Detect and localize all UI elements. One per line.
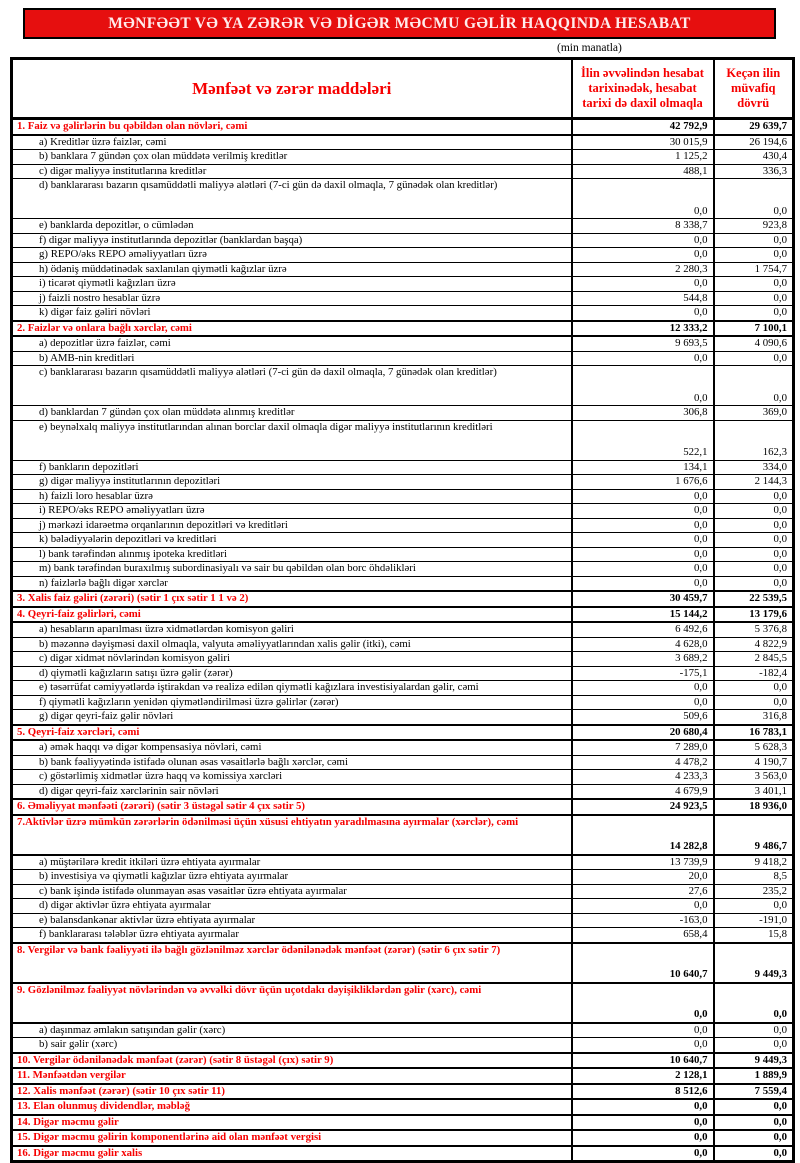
row-value-previous-period: 0,0 (714, 1023, 794, 1038)
table-row (12, 562, 794, 577)
table-row (12, 622, 794, 637)
row-label: j) faizli nostro hesablar üzrə (12, 291, 572, 306)
row-value-previous-period: 4 190,7 (714, 755, 794, 770)
table-row (12, 420, 794, 460)
row-value-previous-period: 430,4 (714, 150, 794, 165)
row-value-previous-period: 7 559,4 (714, 1084, 794, 1100)
table-row (12, 518, 794, 533)
row-label: g) digər maliyyə institutlarının depozitləri (12, 475, 572, 490)
row-label: 5. Qeyri-faiz xərcləri, cəmi (12, 725, 572, 741)
row-value-previous-period: 26 194,6 (714, 135, 794, 150)
row-value-previous-period: 9 486,7 (714, 815, 794, 855)
row-label: h) faizli loro hesablar üzrə (12, 489, 572, 504)
table-row (12, 1130, 794, 1146)
row-label: d) digər qeyri-faiz xərclərinin sair növləri (12, 784, 572, 799)
row-label: b) sair gəlir (xərc) (12, 1038, 572, 1053)
row-label: h) ödəniş müddətinədək saxlanılan qiymətli kağızlar üzrə (12, 262, 572, 277)
row-value-previous-period: 0,0 (714, 179, 794, 219)
row-label: a) Kreditlər üzrə faizlər, cəmi (12, 135, 572, 150)
row-label: c) digər maliyyə institutlarına kreditlər (12, 164, 572, 179)
row-value-current-period: 0,0 (572, 533, 714, 548)
row-value-previous-period: 1 754,7 (714, 262, 794, 277)
row-value-current-period: 522,1 (572, 420, 714, 460)
row-value-previous-period: 0,0 (714, 489, 794, 504)
row-value-previous-period: 5 376,8 (714, 622, 794, 637)
table-row (12, 1084, 794, 1100)
row-label: 10. Vergilər ödənilənədək mənfəət (zərər) (sətir 8 üstəgəl (çıx) sətir 9) (12, 1053, 572, 1069)
row-value-current-period: 0,0 (572, 248, 714, 263)
row-value-current-period: 0,0 (572, 547, 714, 562)
row-label: g) REPO/əks REPO əməliyyatları üzrə (12, 248, 572, 263)
table-row (12, 351, 794, 366)
row-label: c) göstərlimiş xidmətlər üzrə haqq və komissiya xərcləri (12, 770, 572, 785)
row-value-current-period: 0,0 (572, 179, 714, 219)
table-row (12, 725, 794, 741)
report-title-band (23, 8, 776, 39)
row-value-current-period: 0,0 (572, 681, 714, 696)
row-value-current-period: 12 333,2 (572, 321, 714, 337)
row-value-previous-period: 0,0 (714, 291, 794, 306)
table-row (12, 681, 794, 696)
row-value-previous-period: 0,0 (714, 1099, 794, 1115)
row-label: d) banklardan 7 gündən çox olan müddətə alınmış kreditlər (12, 406, 572, 421)
row-value-previous-period: 22 539,5 (714, 591, 794, 607)
row-value-current-period: 1 125,2 (572, 150, 714, 165)
row-value-previous-period: -191,0 (714, 913, 794, 928)
table-row (12, 928, 794, 943)
row-value-current-period: 7 289,0 (572, 740, 714, 755)
table-row (12, 336, 794, 351)
row-value-current-period: 20,0 (572, 870, 714, 885)
row-value-current-period: -163,0 (572, 913, 714, 928)
row-label: g) digər qeyri-faiz gəlir növləri (12, 710, 572, 725)
row-label: n) faizlərlə bağlı digər xərclər (12, 576, 572, 591)
row-value-current-period: 4 679,9 (572, 784, 714, 799)
row-value-previous-period: 316,8 (714, 710, 794, 725)
table-row (12, 1115, 794, 1131)
row-value-current-period: 0,0 (572, 351, 714, 366)
row-value-current-period: 42 792,9 (572, 119, 714, 135)
row-label: 15. Digər məcmu gəlirin komponentlərinə aid olan mənfəət vergisi (12, 1130, 572, 1146)
row-value-previous-period: 0,0 (714, 277, 794, 292)
row-value-current-period: 2 128,1 (572, 1068, 714, 1084)
row-label: a) müştərilərə kredit itkiləri üzrə ehtiyata ayırmalar (12, 855, 572, 870)
row-value-previous-period: 13 179,6 (714, 607, 794, 623)
row-label: a) hesabların aparılması üzrə xidmətlərdən komisyon gəliri (12, 622, 572, 637)
row-value-current-period: 0,0 (572, 233, 714, 248)
table-row (12, 695, 794, 710)
table-row (12, 1068, 794, 1084)
row-value-previous-period: 0,0 (714, 504, 794, 519)
row-value-current-period: 0,0 (572, 1146, 714, 1162)
table-row (12, 533, 794, 548)
row-label: 6. Əməliyyat mənfəəti (zərəri) (sətir 3 üstəgəl sətir 4 çıx sətir 5) (12, 799, 572, 815)
row-value-current-period: 30 459,7 (572, 591, 714, 607)
row-label: c) banklararası bazarın qısamüddətli maliyyə alətləri (7-ci gün də daxil olmaqla, 7 günədək olan kreditlər) (12, 366, 572, 406)
report-table-body (12, 119, 794, 1162)
col-previous-period-header: Keçən ilin müvafiq dövrü (714, 59, 794, 119)
row-value-previous-period: 923,8 (714, 219, 794, 234)
row-label: e) balansdankənar aktivlər üzrə ehtiyata ayırmalar (12, 913, 572, 928)
table-row (12, 460, 794, 475)
row-value-current-period: 2 280,3 (572, 262, 714, 277)
row-label: d) banklararası bazarın qısamüddətli maliyyə alətləri (7-ci gün də daxil olmaqla, 7 günədək olan kreditlər) (12, 179, 572, 219)
row-label: a) əmək haqqı və digər kompensasiya növləri, cəmi (12, 740, 572, 755)
row-value-current-period: 6 492,6 (572, 622, 714, 637)
row-value-previous-period: 336,3 (714, 164, 794, 179)
row-label: e) beynəlxalq maliyyə institutlarından alınan borclar daxil olmaqla digər maliyyə institutlarının kreditləri (12, 420, 572, 460)
row-label: b) AMB-nin kreditləri (12, 351, 572, 366)
row-value-current-period: 10 640,7 (572, 943, 714, 983)
row-value-previous-period: 4 090,6 (714, 336, 794, 351)
table-row (12, 1146, 794, 1162)
table-row (12, 164, 794, 179)
table-row (12, 1099, 794, 1115)
row-label: 13. Elan olunmuş dividendlər, məbləğ (12, 1099, 572, 1115)
row-value-previous-period: 18 936,0 (714, 799, 794, 815)
row-value-current-period: 3 689,2 (572, 652, 714, 667)
report-table (10, 57, 795, 1163)
row-label: f) digər maliyyə institutlarında depozitlər (banklardan başqa) (12, 233, 572, 248)
table-row (12, 913, 794, 928)
table-row (12, 576, 794, 591)
row-label: 7.Aktivlər üzrə mümkün zərərlərin ödənilməsi üçün xüsusi ehtiyatın yaradılmasına ayırmalar (xərclər), cəmi (12, 815, 572, 855)
row-value-current-period: 10 640,7 (572, 1053, 714, 1069)
table-row (12, 784, 794, 799)
row-value-current-period: -175,1 (572, 666, 714, 681)
row-label: b) banklara 7 gündən çox olan müddətə verilmiş kreditlər (12, 150, 572, 165)
row-value-previous-period: 29 639,7 (714, 119, 794, 135)
table-row (12, 306, 794, 321)
row-value-previous-period: 2 845,5 (714, 652, 794, 667)
row-label: 4. Qeyri-faiz gəlirləri, cəmi (12, 607, 572, 623)
row-label: i) ticarət qiymətli kağızları üzrə (12, 277, 572, 292)
row-label: a) daşınmaz əmlakın satışından gəlir (xərc) (12, 1023, 572, 1038)
row-label: e) banklarda depozitlər, o cümlədən (12, 219, 572, 234)
table-row (12, 740, 794, 755)
table-row (12, 637, 794, 652)
row-label: a) depozitlər üzrə faizlər, cəmi (12, 336, 572, 351)
row-label: b) məzənnə dəyişməsi daxil olmaqla, valyuta əməliyyatlarından xalis gəlir (itki), cəmi (12, 637, 572, 652)
table-row (12, 899, 794, 914)
table-row (12, 855, 794, 870)
row-value-current-period: 14 282,8 (572, 815, 714, 855)
row-value-current-period: 0,0 (572, 306, 714, 321)
row-value-previous-period: 0,0 (714, 983, 794, 1023)
row-value-previous-period: 334,0 (714, 460, 794, 475)
row-value-current-period: 4 478,2 (572, 755, 714, 770)
table-row (12, 219, 794, 234)
row-value-previous-period: 0,0 (714, 1115, 794, 1131)
row-label: 9. Gözlənilməz fəaliyyət növlərindən və əvvəlki dövr üçün uçotdakı dəyişikliklərdən gəlir (xərc), cəmi (12, 983, 572, 1023)
row-value-previous-period: 235,2 (714, 884, 794, 899)
row-label: f) banklararası tələblər üzrə ehtiyata ayırmalar (12, 928, 572, 943)
row-label: k) bələdiyyələrin depozitləri və kreditləri (12, 533, 572, 548)
row-value-previous-period: 9 449,3 (714, 1053, 794, 1069)
row-value-current-period: 24 923,5 (572, 799, 714, 815)
row-value-current-period: 0,0 (572, 1099, 714, 1115)
row-value-current-period: 27,6 (572, 884, 714, 899)
row-label: d) qiymətli kağızların satışı üzrə gəlir (zərər) (12, 666, 572, 681)
row-label: 12. Xalis mənfəət (zərər) (sətir 10 çıx sətir 11) (12, 1084, 572, 1100)
row-label: 11. Mənfəətdən vergilər (12, 1068, 572, 1084)
row-value-current-period: 20 680,4 (572, 725, 714, 741)
row-value-current-period: 30 015,9 (572, 135, 714, 150)
row-value-previous-period: 0,0 (714, 695, 794, 710)
row-value-current-period: 0,0 (572, 366, 714, 406)
row-value-current-period: 13 739,9 (572, 855, 714, 870)
row-value-previous-period: 0,0 (714, 576, 794, 591)
table-row (12, 1038, 794, 1053)
row-value-previous-period: 369,0 (714, 406, 794, 421)
row-value-current-period: 544,8 (572, 291, 714, 306)
row-label: m) bank tərəfindən buraxılmış subordinasiyalı və sair bu qəbildən olan borc öhdəlikləri (12, 562, 572, 577)
table-row (12, 489, 794, 504)
row-value-current-period: 0,0 (572, 277, 714, 292)
table-row (12, 179, 794, 219)
row-label: 2. Faizlər və onlara bağlı xərclər, cəmi (12, 321, 572, 337)
row-label: 8. Vergilər və bank fəaliyyəti ilə bağlı gözlənilməz xərclər ödənilənədək mənfəət (zərər) (sətir 6 çıx sətir 7) (12, 943, 572, 983)
row-value-previous-period: 0,0 (714, 366, 794, 406)
row-value-current-period: 0,0 (572, 1130, 714, 1146)
row-value-previous-period: 16 783,1 (714, 725, 794, 741)
row-value-previous-period: 3 401,1 (714, 784, 794, 799)
table-row (12, 755, 794, 770)
row-value-previous-period: -182,4 (714, 666, 794, 681)
table-row (12, 607, 794, 623)
table-row (12, 233, 794, 248)
row-value-current-period: 134,1 (572, 460, 714, 475)
table-row (12, 262, 794, 277)
table-row (12, 547, 794, 562)
row-label: b) bank fəaliyyətində istifadə olunan əsas vəsaitlərlə bağlı xərclər, cəmi (12, 755, 572, 770)
row-value-previous-period: 3 563,0 (714, 770, 794, 785)
table-row (12, 1023, 794, 1038)
row-value-previous-period: 0,0 (714, 1146, 794, 1162)
table-row (12, 870, 794, 885)
row-value-current-period: 306,8 (572, 406, 714, 421)
row-value-previous-period: 0,0 (714, 306, 794, 321)
row-value-current-period: 658,4 (572, 928, 714, 943)
row-value-previous-period: 0,0 (714, 899, 794, 914)
row-label: 1. Faiz və gəlirlərin bu qəbildən olan növləri, cəmi (12, 119, 572, 135)
table-row (12, 150, 794, 165)
row-label: 3. Xalis faiz gəliri (zərəri) (sətir 1 çıx sətir 1 1 və 2) (12, 591, 572, 607)
table-row (12, 366, 794, 406)
row-value-previous-period: 15,8 (714, 928, 794, 943)
row-value-previous-period: 0,0 (714, 1130, 794, 1146)
row-value-previous-period: 0,0 (714, 547, 794, 562)
table-row (12, 321, 794, 337)
row-value-previous-period: 0,0 (714, 233, 794, 248)
row-value-current-period: 0,0 (572, 1023, 714, 1038)
table-row (12, 770, 794, 785)
table-row (12, 277, 794, 292)
row-label: i) REPO/əks REPO əməliyyatları üzrə (12, 504, 572, 519)
row-value-previous-period: 1 889,9 (714, 1068, 794, 1084)
row-value-current-period: 9 693,5 (572, 336, 714, 351)
row-label: j) mərkəzi idarəetmə orqanlarının depozitləri və kreditləri (12, 518, 572, 533)
table-row (12, 406, 794, 421)
row-value-current-period: 8 512,6 (572, 1084, 714, 1100)
row-label: 14. Digər məcmu gəlir (12, 1115, 572, 1131)
row-value-previous-period: 0,0 (714, 248, 794, 263)
row-value-previous-period: 0,0 (714, 1038, 794, 1053)
table-row (12, 248, 794, 263)
table-row (12, 884, 794, 899)
row-value-current-period: 15 144,2 (572, 607, 714, 623)
row-label: f) bankların depozitləri (12, 460, 572, 475)
col-current-period-header: İlin əvvəlindən hesabat tarixinədək, hesabat tarixi də daxil olmaqla (572, 59, 714, 119)
row-value-previous-period: 0,0 (714, 533, 794, 548)
table-row (12, 119, 794, 135)
row-value-previous-period: 0,0 (714, 562, 794, 577)
row-value-previous-period: 9 449,3 (714, 943, 794, 983)
row-label: c) bank işində istifadə olunmayan əsas vəsaitlər üzrə ehtiyata ayırmalar (12, 884, 572, 899)
row-value-previous-period: 7 100,1 (714, 321, 794, 337)
row-label: d) digər aktivlər üzrə ehtiyata ayırmalar (12, 899, 572, 914)
row-value-current-period: 4 233,3 (572, 770, 714, 785)
table-row (12, 652, 794, 667)
table-row (12, 1053, 794, 1069)
row-label: e) təsərrüfat cəmiyyətlərdə iştirakdan və realizə edilən qiymətli kağızlara investisiyalardan gəlir, cəmi (12, 681, 572, 696)
unit-note: (min manatla) (557, 42, 622, 54)
report-title: MƏNFƏƏT VƏ YA ZƏRƏR VƏ DİGƏR MƏCMU GƏLİR HAQQINDA HESABAT (108, 14, 691, 32)
row-value-current-period: 0,0 (572, 518, 714, 533)
row-value-current-period: 1 676,6 (572, 475, 714, 490)
row-label: k) digər faiz gəliri növləri (12, 306, 572, 321)
row-label: c) digər xidmət növlərindən komisyon gəliri (12, 652, 572, 667)
row-value-current-period: 0,0 (572, 489, 714, 504)
table-row (12, 799, 794, 815)
row-value-previous-period: 0,0 (714, 681, 794, 696)
row-value-previous-period: 0,0 (714, 518, 794, 533)
row-label: b) investisiya və qiymətli kağızlar üzrə ehtiyata ayırmalar (12, 870, 572, 885)
row-label: f) qiymətli kağızların yenidən qiymətləndirilməsi üzrə gəlirlər (zərər) (12, 695, 572, 710)
row-value-current-period: 0,0 (572, 562, 714, 577)
row-value-previous-period: 0,0 (714, 351, 794, 366)
table-row (12, 983, 794, 1023)
row-value-previous-period: 9 418,2 (714, 855, 794, 870)
row-label: 16. Digər məcmu gəlir xalis (12, 1146, 572, 1162)
col-items-header: Mənfəət və zərər maddələri (12, 59, 572, 119)
row-value-current-period: 0,0 (572, 1038, 714, 1053)
header-row (12, 59, 794, 119)
row-value-current-period: 488,1 (572, 164, 714, 179)
row-value-current-period: 0,0 (572, 983, 714, 1023)
table-row (12, 475, 794, 490)
row-value-current-period: 8 338,7 (572, 219, 714, 234)
row-value-current-period: 4 628,0 (572, 637, 714, 652)
table-row (12, 504, 794, 519)
row-value-current-period: 0,0 (572, 504, 714, 519)
row-value-current-period: 0,0 (572, 899, 714, 914)
row-value-current-period: 0,0 (572, 1115, 714, 1131)
table-row (12, 943, 794, 983)
row-value-previous-period: 4 822,9 (714, 637, 794, 652)
row-value-previous-period: 8,5 (714, 870, 794, 885)
table-row (12, 591, 794, 607)
row-value-previous-period: 162,3 (714, 420, 794, 460)
table-row (12, 666, 794, 681)
row-value-previous-period: 2 144,3 (714, 475, 794, 490)
row-label: l) bank tərəfindən alınmış ipoteka kreditləri (12, 547, 572, 562)
row-value-current-period: 0,0 (572, 695, 714, 710)
row-value-current-period: 0,0 (572, 576, 714, 591)
table-row (12, 291, 794, 306)
row-value-previous-period: 5 628,3 (714, 740, 794, 755)
table-row (12, 135, 794, 150)
row-value-current-period: 509,6 (572, 710, 714, 725)
table-row (12, 815, 794, 855)
table-row (12, 710, 794, 725)
